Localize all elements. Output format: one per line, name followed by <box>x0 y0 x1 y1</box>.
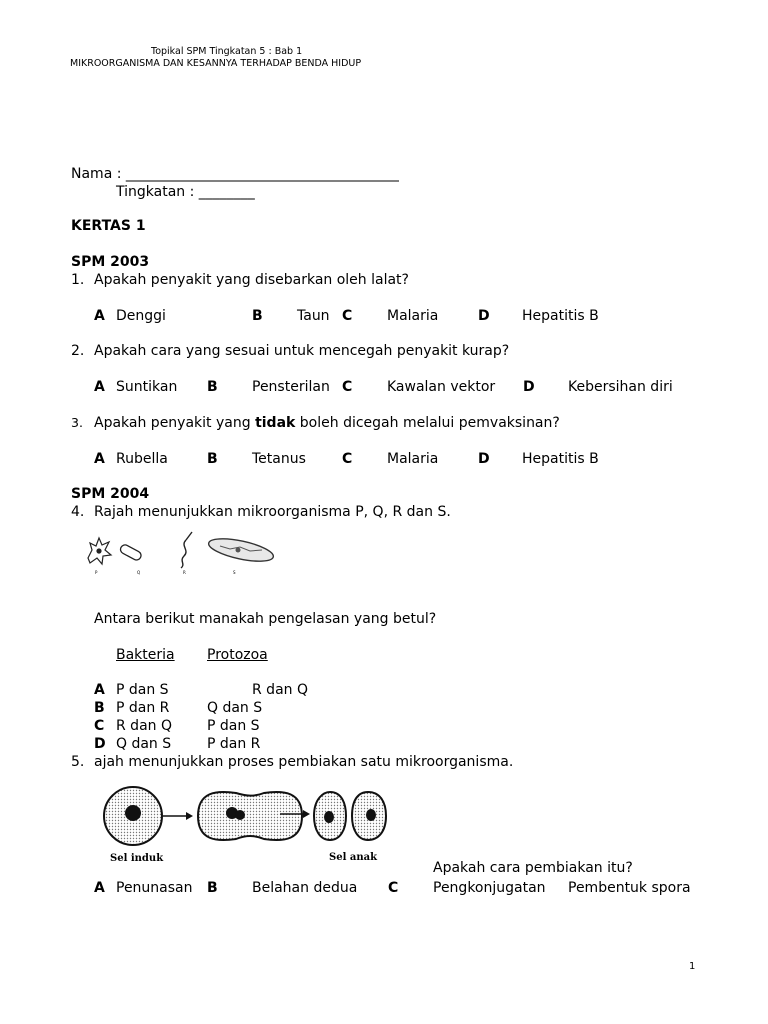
q4-microorganism-figure <box>80 528 280 578</box>
q5-text: ajah menunjukkan proses pembiakan satu mikroorganisma. <box>94 754 514 770</box>
q3-text-post: boleh dicegah melalui pemvaksinan? <box>295 415 560 431</box>
name-label: Nama : <box>71 166 126 182</box>
section-spm-2004: SPM 2004 <box>71 486 150 502</box>
q1-option-text: Malaria <box>387 308 439 324</box>
paper-title: KERTAS 1 <box>71 218 146 234</box>
organism-r-shape <box>181 532 192 568</box>
q4-option-bakteria: R dan Q <box>116 718 172 734</box>
q3-option-letter: D <box>478 451 490 467</box>
q1-text: Apakah penyakit yang disebarkan oleh lalat? <box>94 272 409 288</box>
tingkatan-line <box>116 184 255 200</box>
q3-text-pre: Apakah penyakit yang <box>94 415 256 431</box>
figure-label-r: R <box>183 570 186 575</box>
q5-prompt: Apakah cara pembiakan itu? <box>433 860 633 876</box>
q4-option-protozoa: P dan S <box>207 718 260 734</box>
q4-option-bakteria: P dan R <box>116 700 170 716</box>
organism-s-shape <box>207 534 275 565</box>
q4-option-letter: B <box>94 700 105 716</box>
q5-option-text: Penunasan <box>116 880 193 896</box>
q5-number: 5. <box>71 754 85 770</box>
q5-binary-fission-figure <box>66 780 411 872</box>
q4-option-protozoa: R dan Q <box>252 682 308 698</box>
section-spm-2003: SPM 2003 <box>71 254 150 270</box>
q3-text-bold: tidak <box>255 415 296 431</box>
q5-option-text: Belahan dedua <box>252 880 358 896</box>
dividing-cell <box>198 792 302 840</box>
tingkatan-blank: ________ <box>198 184 255 200</box>
header-chapter-title: MIKROORGANISMA DAN KESANNYA TERHADAP BENDA HIDUP <box>70 58 362 69</box>
q2-option-letter: A <box>94 379 105 395</box>
q2-text: Apakah cara yang sesuai untuk mencegah penyakit kurap? <box>94 343 510 359</box>
q3-option-text: Hepatitis B <box>522 451 599 467</box>
q5-option-letter: B <box>207 880 218 896</box>
fig-label-sel-anak: Sel anak <box>329 852 378 863</box>
figure-label-s: S <box>233 570 236 575</box>
q3-number: 3. <box>71 415 83 430</box>
q5-option-letter: A <box>94 880 105 896</box>
q4-option-protozoa: Q dan S <box>207 700 263 716</box>
daughter-cell <box>352 792 386 840</box>
q4-option-letter: A <box>94 682 105 698</box>
tingkatan-label: Tingkatan : <box>116 184 199 200</box>
q4-number: 4. <box>71 504 85 520</box>
q2-option-letter: B <box>207 379 218 395</box>
q3-option-letter: A <box>94 451 105 467</box>
q3-option-letter: C <box>342 451 353 467</box>
q5-option-text: Pembentuk spora <box>568 880 691 896</box>
q2-option-letter: C <box>342 379 353 395</box>
daughter-cell <box>314 792 346 840</box>
q4-option-letter: D <box>94 736 106 752</box>
q1-option-text: Denggi <box>116 308 166 324</box>
q1-option-letter: D <box>478 308 490 324</box>
q3-text <box>94 415 560 431</box>
arrow-right-icon <box>163 812 193 820</box>
name-blank: _______________________________________ <box>125 166 399 182</box>
q4-option-bakteria: Q dan S <box>116 736 172 752</box>
q2-option-text: Suntikan <box>116 379 178 395</box>
organism-q-shape <box>119 543 143 561</box>
q4-option-letter: C <box>94 718 105 734</box>
header-topic: Topikal SPM Tingkatan 5 : Bab 1 <box>151 46 303 57</box>
q2-option-text: Pensterilan <box>252 379 330 395</box>
q1-option-text: Taun <box>297 308 330 324</box>
fig-label-sel-induk: Sel induk <box>110 853 164 864</box>
page-number: 1 <box>689 961 696 972</box>
q4-col-bakteria: Bakteria <box>116 647 175 663</box>
name-line <box>71 166 399 182</box>
q2-option-letter: D <box>523 379 535 395</box>
figure-label-q: Q <box>137 570 141 575</box>
q1-option-letter: A <box>94 308 105 324</box>
q4-prompt: Antara berikut manakah pengelasan yang betul? <box>94 611 437 627</box>
organism-p-shape <box>88 538 111 564</box>
figure-label-p: P <box>95 570 98 575</box>
q1-option-text: Hepatitis B <box>522 308 599 324</box>
q4-option-protozoa: P dan R <box>207 736 261 752</box>
q2-option-text: Kawalan vektor <box>387 379 496 395</box>
q3-option-letter: B <box>207 451 218 467</box>
q5-option-letter: C <box>388 880 399 896</box>
q4-col-protozoa: Protozoa <box>207 647 268 663</box>
q1-option-letter: C <box>342 308 353 324</box>
q3-option-text: Tetanus <box>252 451 306 467</box>
q4-option-bakteria: P dan S <box>116 682 169 698</box>
q2-option-text: Kebersihan diri <box>568 379 673 395</box>
q5-option-text: Pengkonjugatan <box>433 880 546 896</box>
q3-option-text: Rubella <box>116 451 168 467</box>
q3-option-text: Malaria <box>387 451 439 467</box>
q1-option-letter: B <box>252 308 263 324</box>
q2-number: 2. <box>71 343 85 359</box>
q1-number: 1. <box>71 272 85 288</box>
parent-cell <box>104 787 162 845</box>
q4-text: Rajah menunjukkan mikroorganisma P, Q, R dan S. <box>94 504 451 520</box>
